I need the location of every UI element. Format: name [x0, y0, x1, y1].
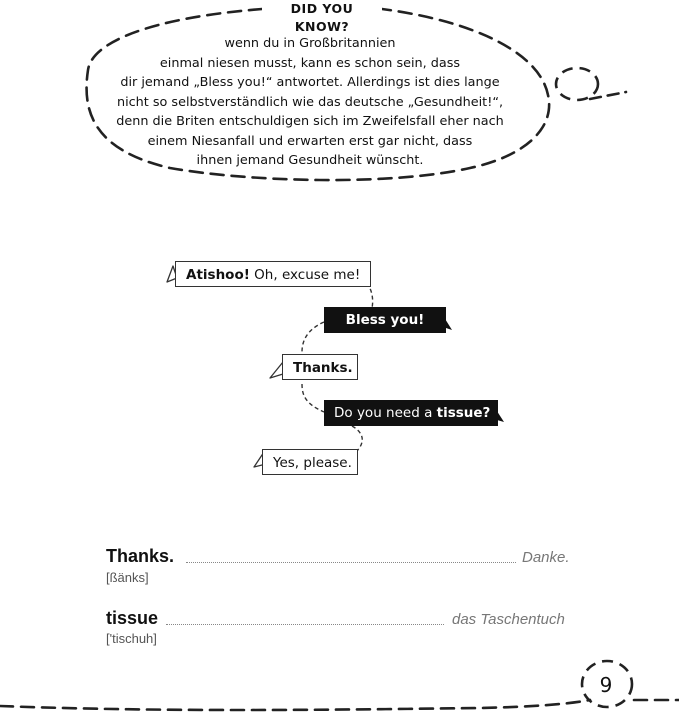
- bubble-text: Bless you!: [345, 312, 425, 328]
- vocab-word: tissue: [106, 608, 159, 628]
- bubble-text: Do you need a: [334, 405, 437, 421]
- dyk-line: dir jemand „Bless you!“ antwortet. Allerdings ist dies lange: [120, 75, 500, 90]
- bubble-bold-text: tissue?: [436, 405, 491, 421]
- did-you-know-title: DID YOU KNOW?: [262, 0, 382, 18]
- bubble-text: Thanks.: [293, 360, 353, 376]
- dyk-line: denn die Briten entschuldigen sich im Zweifelsfall eher nach: [116, 114, 504, 129]
- dyk-line: wenn du in Großbritannien: [224, 36, 396, 51]
- bubble-text: Oh, excuse me!: [249, 267, 361, 283]
- dyk-line: einmal niesen musst, kann es schon sein, dass: [159, 55, 461, 71]
- bubble-bold-text: Atishoo!: [186, 267, 250, 283]
- vocab-translation: das Taschentuch: [452, 611, 565, 628]
- page-number: 9: [599, 673, 613, 697]
- bubble-text: Yes, please.: [273, 455, 352, 471]
- vocab-translation: Danke.: [522, 549, 570, 566]
- vocab-pronunciation: [ßänks]: [106, 570, 149, 585]
- dyk-line: einem Niesanfall und erwarten erst gar nicht, dass: [147, 133, 473, 149]
- vocab-pronunciation: ['tischuh]: [106, 631, 157, 646]
- dyk-line: nicht so selbstverständlich wie das deutsche „Gesundheit!“,: [116, 94, 504, 110]
- dyk-line: ihnen jemand Gesundheit wünscht.: [196, 153, 424, 168]
- vocab-word: Thanks.: [106, 546, 175, 566]
